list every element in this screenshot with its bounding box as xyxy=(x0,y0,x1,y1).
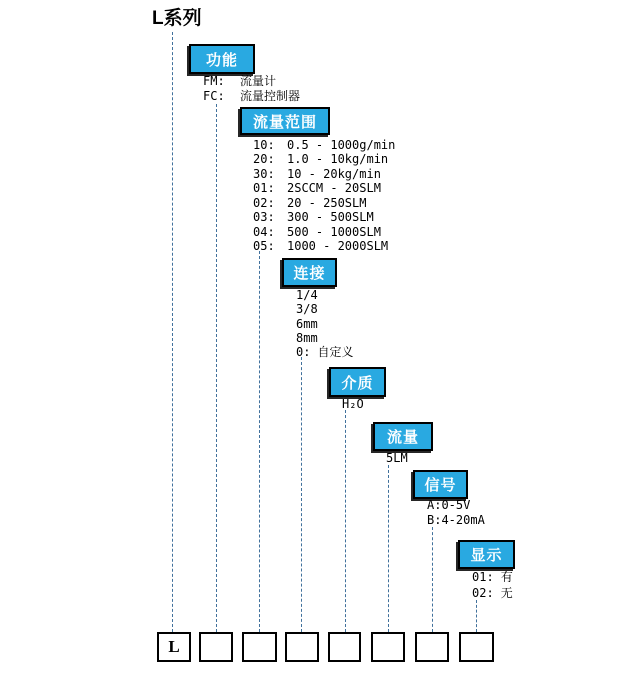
option-row xyxy=(253,226,381,239)
section-label-flow: 流量 xyxy=(373,422,433,451)
dash-line-flow xyxy=(388,465,389,632)
option-text: A:0-5V xyxy=(427,498,471,512)
option-text: 流量计 xyxy=(240,74,277,88)
option-text: 1.0 - 10kg/min xyxy=(287,152,389,166)
section-label-medium: 介质 xyxy=(329,367,386,397)
option-text: H₂O xyxy=(342,397,364,411)
option-row xyxy=(296,318,318,331)
series-title: L系列 xyxy=(152,8,202,29)
option-row xyxy=(253,182,381,195)
option-row xyxy=(342,398,364,411)
option-code: 02: xyxy=(472,586,494,600)
code-box-flow xyxy=(371,632,405,662)
option-text: B:4-20mA xyxy=(427,513,485,527)
option-row xyxy=(253,153,388,166)
section-label-display: 显示 xyxy=(458,540,515,569)
option-row xyxy=(253,139,395,152)
option-code: 04: xyxy=(253,225,275,239)
option-row xyxy=(296,303,318,316)
code-box-flow-range xyxy=(242,632,277,662)
option-text: 8mm xyxy=(296,331,318,345)
option-text: 3/8 xyxy=(296,302,318,316)
code-box-signal xyxy=(415,632,449,662)
dash-line-connection xyxy=(301,357,302,632)
option-row xyxy=(253,211,374,224)
dash-line-medium xyxy=(345,410,346,632)
option-row xyxy=(203,90,300,103)
option-text: 0.5 - 1000g/min xyxy=(287,138,396,152)
option-code: 01: xyxy=(253,181,275,195)
option-row xyxy=(253,168,381,181)
section-label-flow-range: 流量范围 xyxy=(240,107,330,135)
option-row xyxy=(296,332,318,345)
code-box-connection xyxy=(285,632,319,662)
option-text: 无 xyxy=(500,586,513,600)
section-label-function: 功能 xyxy=(189,44,255,74)
option-code: 01: xyxy=(472,570,494,584)
option-row xyxy=(386,452,408,465)
dash-line-signal xyxy=(432,527,433,632)
option-text: 6mm xyxy=(296,317,318,331)
dash-line-function xyxy=(216,104,217,632)
option-row xyxy=(203,75,276,88)
option-text: 500 - 1000SLM xyxy=(287,225,381,239)
code-box-function xyxy=(199,632,233,662)
option-text: 300 - 500SLM xyxy=(287,210,374,224)
option-code: FC: xyxy=(203,89,225,103)
option-row xyxy=(472,571,513,584)
option-text: 10 - 20kg/min xyxy=(287,167,381,181)
option-text: 有 xyxy=(500,570,513,584)
option-code: 30: xyxy=(253,167,275,181)
option-row xyxy=(427,514,485,527)
option-row xyxy=(296,289,318,302)
section-label-connection: 连接 xyxy=(282,258,337,287)
option-row xyxy=(427,499,470,512)
option-code: 10: xyxy=(253,138,275,152)
option-text: 1/4 xyxy=(296,288,318,302)
code-box-series: L xyxy=(157,632,191,662)
option-row xyxy=(472,587,513,600)
option-code: 05: xyxy=(253,239,275,253)
option-text: 流量控制器 xyxy=(240,89,301,103)
option-text: 2SCCM - 20SLM xyxy=(287,181,381,195)
dash-line-flow-range xyxy=(259,251,260,632)
option-code: 02: xyxy=(253,196,275,210)
dash-line-series xyxy=(172,32,173,632)
dash-line-display xyxy=(476,600,477,632)
option-code: FM: xyxy=(203,74,225,88)
option-code: 0: xyxy=(296,345,311,359)
option-row xyxy=(253,240,388,253)
option-code: 20: xyxy=(253,152,275,166)
option-text: 1000 - 2000SLM xyxy=(287,239,389,253)
section-label-signal: 信号 xyxy=(413,470,468,499)
code-box-display xyxy=(459,632,494,662)
option-code: 03: xyxy=(253,210,275,224)
option-row xyxy=(296,346,353,359)
option-row xyxy=(253,197,366,210)
option-text: 自定义 xyxy=(317,345,354,359)
option-text: 20 - 250SLM xyxy=(287,196,367,210)
option-text: 5LM xyxy=(386,451,408,465)
code-box-medium xyxy=(328,632,361,662)
